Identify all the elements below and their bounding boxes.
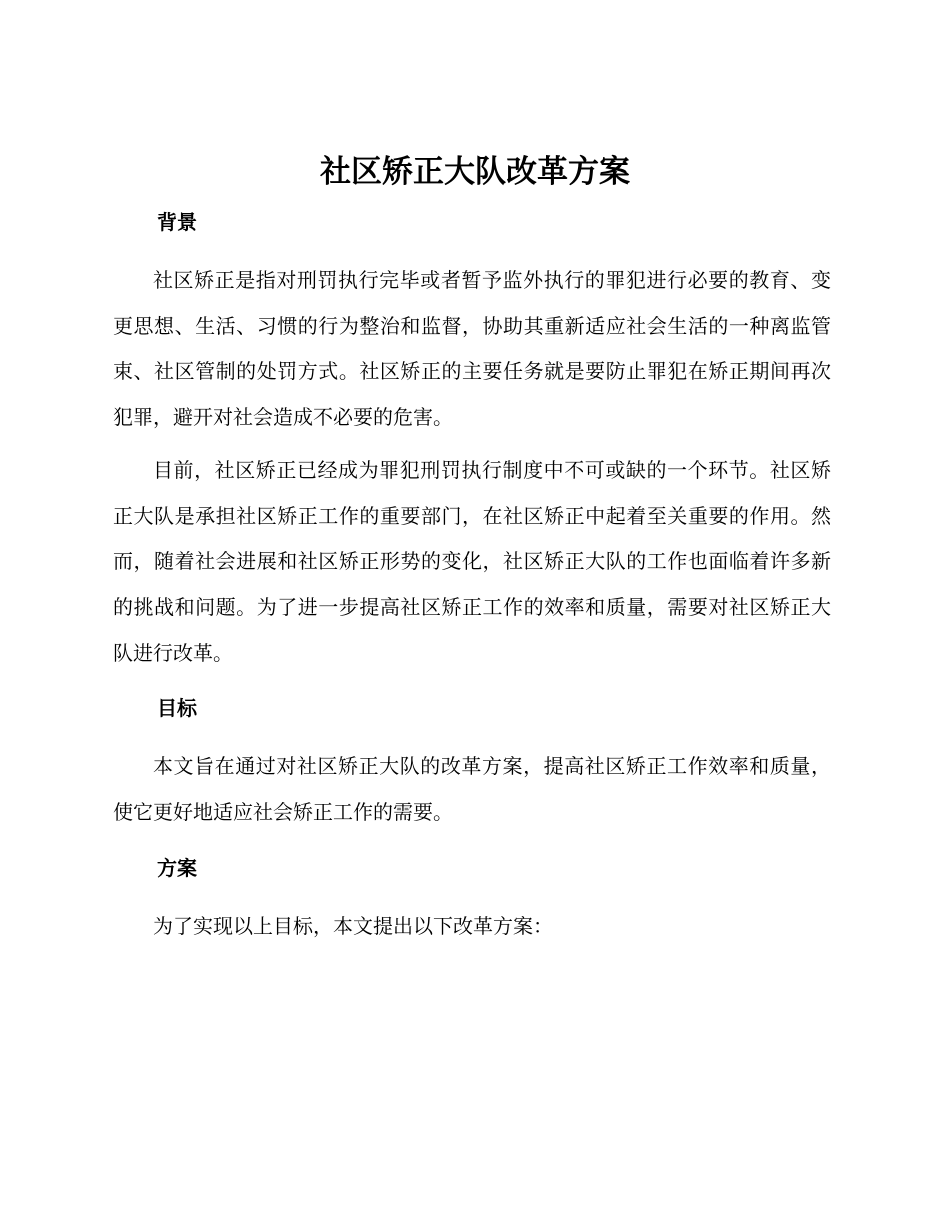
section-heading-goal: 目标	[157, 696, 197, 720]
page-title: 社区矫正大队改革方案	[320, 154, 630, 190]
paragraph-goal-1: 本文旨在通过对社区矫正大队的改革方案，提高社区矫正工作效率和质量，使它更好地适应社会矫正工作的需要。	[113, 754, 831, 824]
section-heading-background: 背景	[157, 210, 197, 234]
section-heading-plan: 方案	[157, 856, 197, 880]
paragraph-background-1: 社区矫正是指对刑罚执行完毕或者暂予监外执行的罪犯进行必要的教育、变更思想、生活、习惯的行为整治和监督，协助其重新适应社会生活的一种离监管束、社区管制的处罚方式。社区矫正的主要任务就是要防止罪犯在矫正期间再次犯罪，避开对社会造成不必要的危害。	[113, 268, 831, 430]
paragraph-plan-1: 为了实现以上目标，本文提出以下改革方案：	[153, 914, 553, 938]
paragraph-background-2: 目前，社区矫正已经成为罪犯刑罚执行制度中不可或缺的一个环节。社区矫正大队是承担社区矫正工作的重要部门，在社区矫正中起着至关重要的作用。然而，随着社会进展和社区矫正形势的变化，社区矫正大队的工作也面临着许多新的挑战和问题。为了进一步提高社区矫正工作的效率和质量，需要对社区矫正大队进行改革。	[113, 458, 831, 665]
